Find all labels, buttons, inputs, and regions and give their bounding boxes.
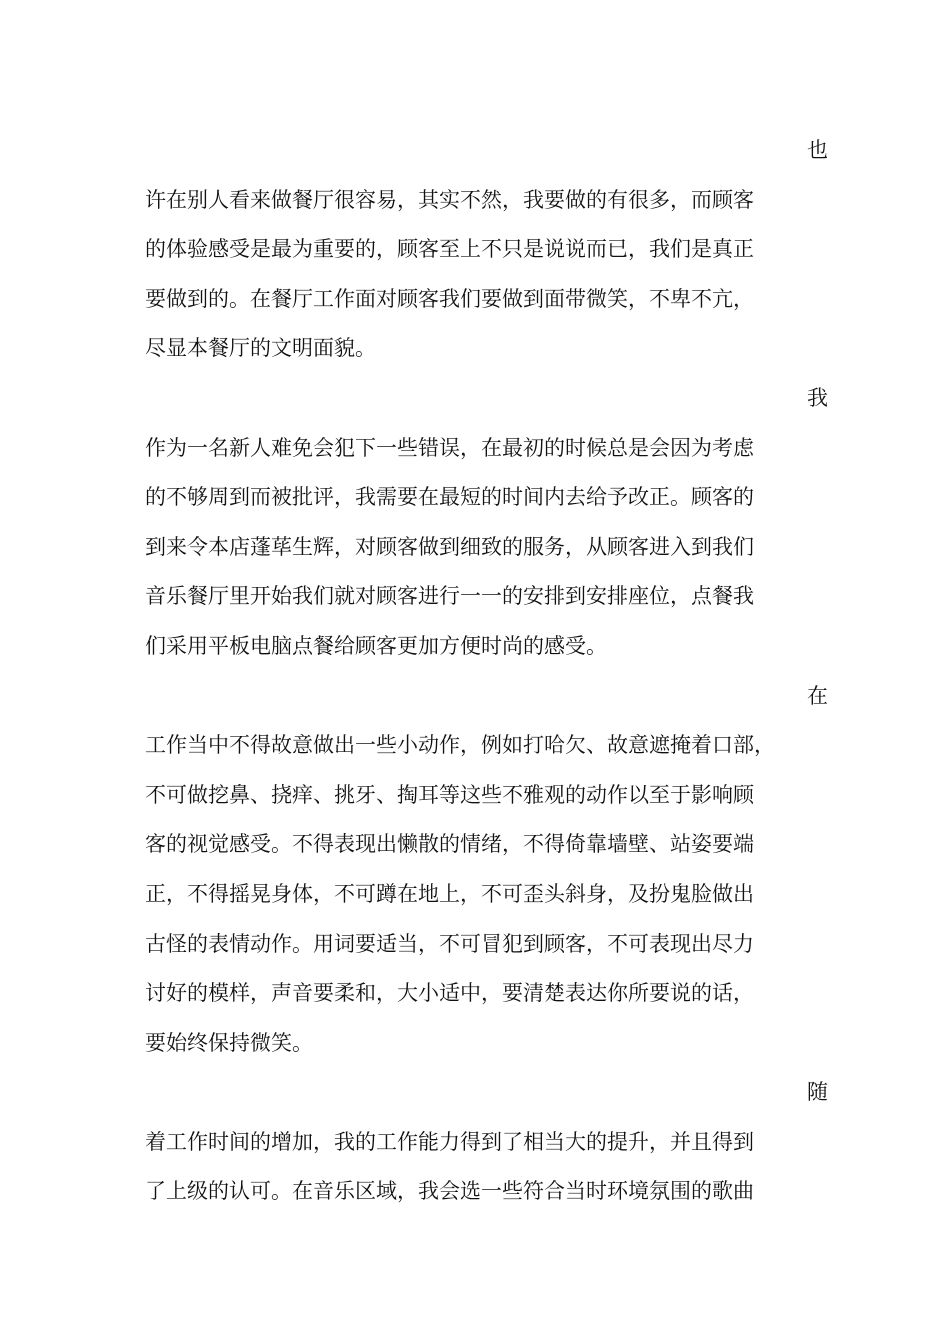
paragraph-3-line: 正，不得摇晃身体，不可蹲在地上，不可歪头斜身，及扮鬼脸做出 — [145, 881, 754, 906]
paragraph-2-line: 到来令本店蓬荜生辉，对顾客做到细致的服务，从顾客进入到我们 — [145, 534, 754, 559]
paragraph-1-line: 的体验感受是最为重要的，顾客至上不只是说说而已，我们是真正 — [145, 237, 754, 262]
paragraph-3-line: 不可做挖鼻、挠痒、挑牙、掏耳等这些不雅观的动作以至于影响顾 — [145, 782, 754, 807]
document-body — [145, 126, 829, 1217]
paragraph-1-line: 许在别人看来做餐厅很容易，其实不然，我要做的有很多，而顾客 — [145, 187, 754, 212]
paragraph-2-line: 们采用平板电脑点餐给顾客更加方便时尚的感受。 — [145, 633, 607, 658]
paragraph-1-line: 尽显本餐厅的文明面貌。 — [145, 336, 376, 361]
paragraph-1-line: 要做到的。在餐厅工作面对顾客我们要做到面带微笑，不卑不亢， — [145, 286, 754, 311]
paragraph-2-line: 作为一名新人难免会犯下一些错误，在最初的时候总是会因为考虑 — [145, 435, 754, 460]
paragraph-3-line: 工作当中不得故意做出一些小动作，例如打哈欠、故意遮掩着口部， — [145, 733, 775, 758]
paragraph-3-line: 古怪的表情动作。用词要适当，不可冒犯到顾客，不可表现出尽力 — [145, 931, 754, 956]
paragraph-4-line: 了上级的认可。在音乐区域，我会选一些符合当时环境氛围的歌曲 — [145, 1179, 754, 1204]
paragraph-2-lead-char: 我 — [807, 385, 828, 410]
paragraph-1-lead-char: 也 — [807, 138, 828, 162]
paragraph-3-line: 要始终保持微笑。 — [145, 1030, 313, 1055]
paragraph-3-lead-char: 在 — [807, 683, 828, 708]
paragraph-4-line: 着工作时间的增加，我的工作能力得到了相当大的提升，并且得到 — [145, 1129, 754, 1154]
paragraph-2-line: 的不够周到而被批评，我需要在最短的时间内去给予改正。顾客的 — [145, 485, 754, 510]
paragraph-3-line: 讨好的模样，声音要柔和，大小适中，要清楚表达你所要说的话， — [145, 981, 754, 1006]
paragraph-3-line: 客的视觉感受。不得表现出懒散的情绪，不得倚靠墙壁、站姿要端 — [145, 832, 754, 857]
paragraph-2-line: 音乐餐厅里开始我们就对顾客进行一一的安排到安排座位，点餐我 — [145, 584, 754, 609]
paragraph-4-lead-char: 随 — [807, 1080, 828, 1105]
